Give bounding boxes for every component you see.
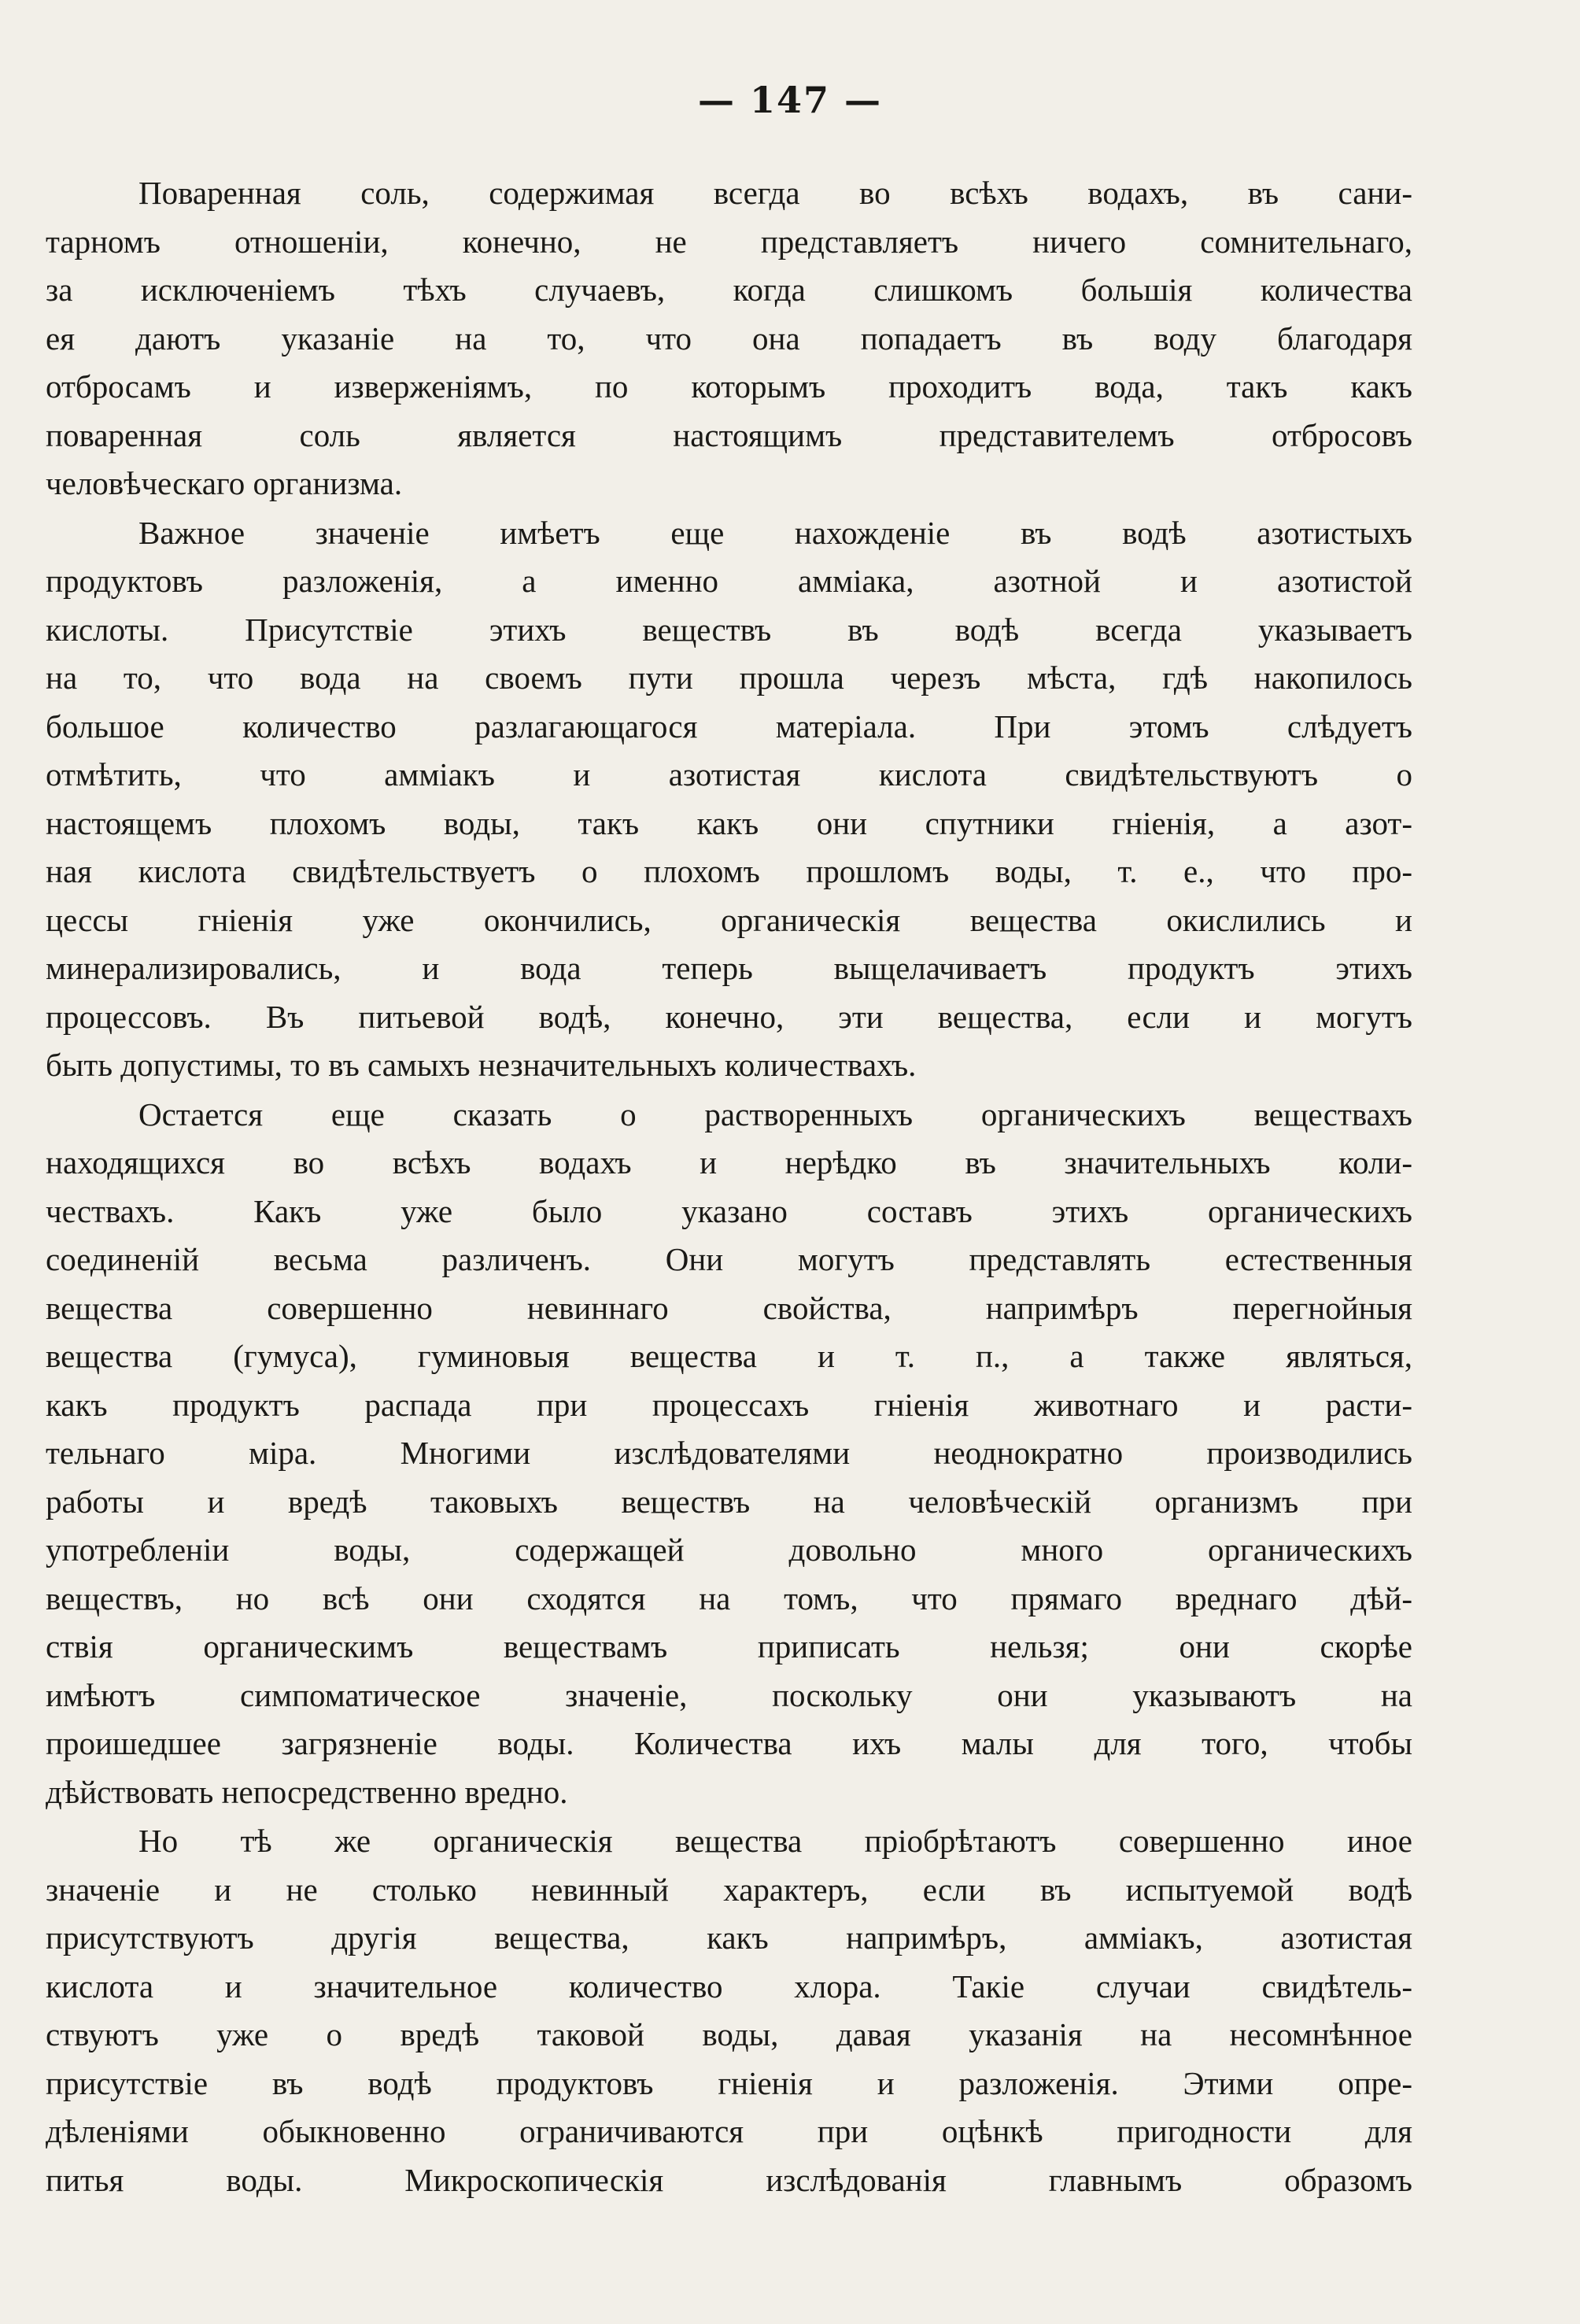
page-number: — 147 — [697,79,883,121]
text-line: ствуютъ уже о вредѣ таковой воды, давая указанія на несомнѣнное [46,2016,1412,2052]
text-line: присутствіе въ водѣ продуктовъ гніенія и разложенія. Этими опре- [46,2064,1412,2101]
text-line: ея даютъ указаніе на то, что она попадаетъ въ воду благодаря [46,320,1412,357]
text-line: человѣческаго организма. [46,465,403,501]
text-line: отбросамъ и изверженіямъ, по которымъ проходитъ вода, такъ какъ [46,368,1412,405]
text-line: Но тѣ же органическія вещества пріобрѣтаютъ совершенно иное [138,1823,1412,1859]
text-line: дѣленіями обыкновенно ограничиваются при оцѣнкѣ пригодности для [46,2113,1412,2149]
text-line: процессовъ. Въ питьевой водѣ, конечно, эти вещества, если и могутъ [46,998,1412,1035]
text-line: продуктовъ разложенія, а именно амміака, азотной и азотистой [46,563,1412,599]
text-line: Важное значеніе имѣетъ еще нахожденіе въ водѣ азотистыхъ [138,514,1412,551]
text-line: настоящемъ плохомъ воды, такъ какъ они спутники гніенія, а азот- [46,804,1412,841]
text-line: имѣютъ симпоматическое значеніе, поскольку они указываютъ на [46,1676,1412,1713]
text-line: питья воды. Микроскопическія изслѣдованія главнымъ образомъ [46,2161,1412,2198]
text-line: работы и вредѣ таковыхъ веществъ на человѣческій организмъ при [46,1483,1412,1520]
text-line: дѣйствовать непосредственно вредно. [46,1773,568,1810]
text-line: за исключеніемъ тѣхъ случаевъ, когда слишкомъ большія количества [46,272,1412,308]
text-line: минерализировались, и вода теперь выщелачиваетъ продуктъ этихъ [46,950,1412,986]
text-line: ная кислота свидѣтельствуетъ о плохомъ прошломъ воды, т. е., что про- [46,853,1412,889]
paragraph-1 [46,169,1412,508]
text-line: значеніе и не столько невинный характеръ, если въ испытуемой водѣ [46,1871,1412,1908]
text-line: вещества совершенно невиннаго свойства, напримѣръ перегнойныя [46,1289,1412,1326]
paragraph-2 [46,509,1412,1090]
text-line: употребленіи воды, содержащей довольно много органическихъ [46,1531,1412,1568]
text-line: вещества (гумуса), гуминовыя вещества и т. п., а также являться, [46,1338,1412,1374]
text-line: какъ продуктъ распада при процессахъ гніенія животнаго и расти- [46,1386,1412,1423]
text-line: соединеній весьма различенъ. Они могутъ представлять естественныя [46,1241,1412,1277]
text-line: присутствуютъ другія вещества, какъ напримѣръ, амміакъ, азотистая [46,1919,1412,1956]
text-line: кислоты. Присутствіе этихъ веществъ въ водѣ всегда указываетъ [46,611,1412,648]
text-line: Поваренная соль, содержимая всегда во всѣхъ водахъ, въ сани- [138,175,1412,211]
text-line: поваренная соль является настоящимъ представителемъ отбросовъ [46,416,1412,453]
paragraph-4 [46,1817,1412,2204]
text-line: быть допустимы, то въ самыхъ незначительныхъ количествахъ. [46,1047,917,1083]
text-line: тарномъ отношеніи, конечно, не представляетъ ничего сомнительнаго, [46,223,1412,260]
text-line: отмѣтить, что амміакъ и азотистая кислота свидѣтельствуютъ о [46,756,1412,793]
text-line: Остается еще сказать о растворенныхъ органическихъ веществахъ [138,1095,1412,1132]
text-line: чествахъ. Какъ уже было указано составъ этихъ органическихъ [46,1192,1412,1229]
text-line: кислота и значительное количество хлора. Такіе случаи свидѣтель- [46,1967,1412,2004]
text-line: большое количество разлагающагося матеріала. При этомъ слѣдуетъ [46,708,1412,744]
text-line: цессы гніенія уже окончились, органическія вещества окислились и [46,901,1412,938]
text-line: веществъ, но всѣ они сходятся на томъ, что прямаго вреднаго дѣй- [46,1580,1412,1616]
body-text [46,169,1412,2205]
text-line: находящихся во всѣхъ водахъ и нерѣдко въ значительныхъ коли- [46,1144,1412,1180]
paragraph-3 [46,1091,1412,1817]
text-line: тельнаго міра. Многими изслѣдователями неоднократно производились [46,1435,1412,1471]
text-line: на то, что вода на своемъ пути прошла черезъ мѣста, гдѣ накопилось [46,660,1412,696]
text-line: ствія органическимъ веществамъ приписать нельзя; они скорѣе [46,1628,1412,1664]
text-line: проишедшее загрязненіе воды. Количества ихъ малы для того, чтобы [46,1725,1412,1761]
